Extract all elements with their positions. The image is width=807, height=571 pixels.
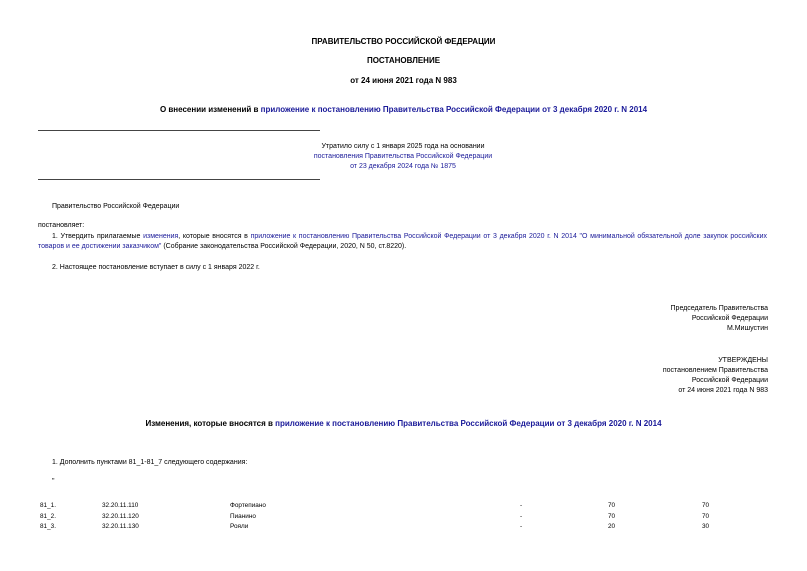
row-code: 32.20.11.110 — [102, 502, 139, 509]
document-title-link[interactable]: приложение к постановлению Правительства Российской Федерации от 3 декабря 2020 г. N 2014 — [260, 105, 648, 114]
opening-quote: " — [52, 478, 55, 485]
changes-title — [0, 419, 807, 428]
changes-title-link[interactable]: приложение к постановлению Правительства Российской Федерации от 3 декабря 2020 г. N 2014 — [275, 419, 662, 428]
repeal-note-link1[interactable]: постановления Правительства Российской Федерации — [313, 153, 493, 160]
changes-title-prefix: Изменения, которые вносятся в — [145, 419, 276, 428]
p1-text-d: (Собрание законодательства Российской Федерации, 2020, N 50, ст.8220). — [161, 243, 407, 250]
row-value-2: 70 — [702, 502, 710, 509]
p1-link-annex[interactable]: приложение к постановлению Правительства Российской Федерации от 3 декабря 2020 г. N 2014 — [250, 233, 577, 240]
row-value-1: 70 — [608, 512, 616, 520]
row-dash: - — [520, 523, 523, 530]
table-row — [40, 523, 722, 534]
row-number: 81_2. — [40, 512, 56, 520]
repeal-note-link2[interactable]: от 23 декабря 2024 года № 1875 — [350, 163, 456, 170]
paragraph-2: 2. Настоящее постановление вступает в силу с 1 января 2022 г. — [52, 264, 260, 271]
p1-text-a: 1. Утвердить прилагаемые — [52, 233, 144, 240]
row-name: Фортепиано — [230, 502, 266, 509]
p1-link-changes[interactable]: изменения — [143, 233, 179, 240]
changes-item-1: 1. Дополнить пунктами 81_1-81_7 следующего содержания: — [52, 459, 248, 466]
p1-link-title[interactable]: "О минимальной обязательной доле закупок российских товаров и ее достижении заказчиком" — [38, 233, 767, 250]
signature-name: М.Мишустин — [726, 325, 768, 332]
table-row — [40, 513, 722, 524]
table-row — [40, 502, 722, 513]
paragraph-1 — [38, 232, 767, 252]
row-dash: - — [520, 512, 523, 520]
row-code: 32.20.11.130 — [102, 523, 139, 530]
body-resolves: постановляет: — [38, 222, 85, 229]
signature-country: Российской Федерации — [691, 315, 768, 322]
body-gov-name: Правительство Российской Федерации — [52, 203, 180, 210]
header-date-number: от 24 июня 2021 года N 983 — [350, 76, 457, 85]
signature-position: Председатель Правительства — [670, 305, 768, 312]
approved-by: постановлением Правительства — [662, 367, 768, 374]
row-number: 81_3. — [40, 523, 56, 530]
row-name: Пианино — [230, 512, 256, 520]
row-dash: - — [520, 502, 523, 509]
divider-top — [38, 130, 320, 131]
approved-country: Российской Федерации — [691, 377, 768, 384]
header-government: ПРАВИТЕЛЬСТВО РОССИЙСКОЙ ФЕДЕРАЦИИ — [311, 37, 496, 46]
repeal-note-line1: Утратило силу с 1 января 2025 года на основании — [321, 143, 485, 150]
row-value-1: 70 — [608, 502, 616, 509]
row-number: 81_1. — [40, 502, 56, 509]
row-name: Рояли — [230, 523, 249, 530]
row-value-2: 70 — [702, 512, 710, 520]
document-title-prefix: О внесении изменений в — [159, 105, 261, 114]
p1-text-b: , которые вносятся в — [178, 233, 251, 240]
header-doc-type: ПОСТАНОВЛЕНИЕ — [366, 56, 441, 65]
approved-label: УТВЕРЖДЕНЫ — [718, 357, 768, 364]
row-value-1: 20 — [608, 523, 616, 530]
document-title — [0, 105, 807, 114]
divider-bottom — [38, 179, 320, 180]
approved-date: от 24 июня 2021 года N 983 — [678, 387, 768, 394]
row-code: 32.20.11.120 — [102, 512, 139, 520]
row-value-2: 30 — [702, 523, 710, 530]
okpd-table — [40, 502, 722, 534]
